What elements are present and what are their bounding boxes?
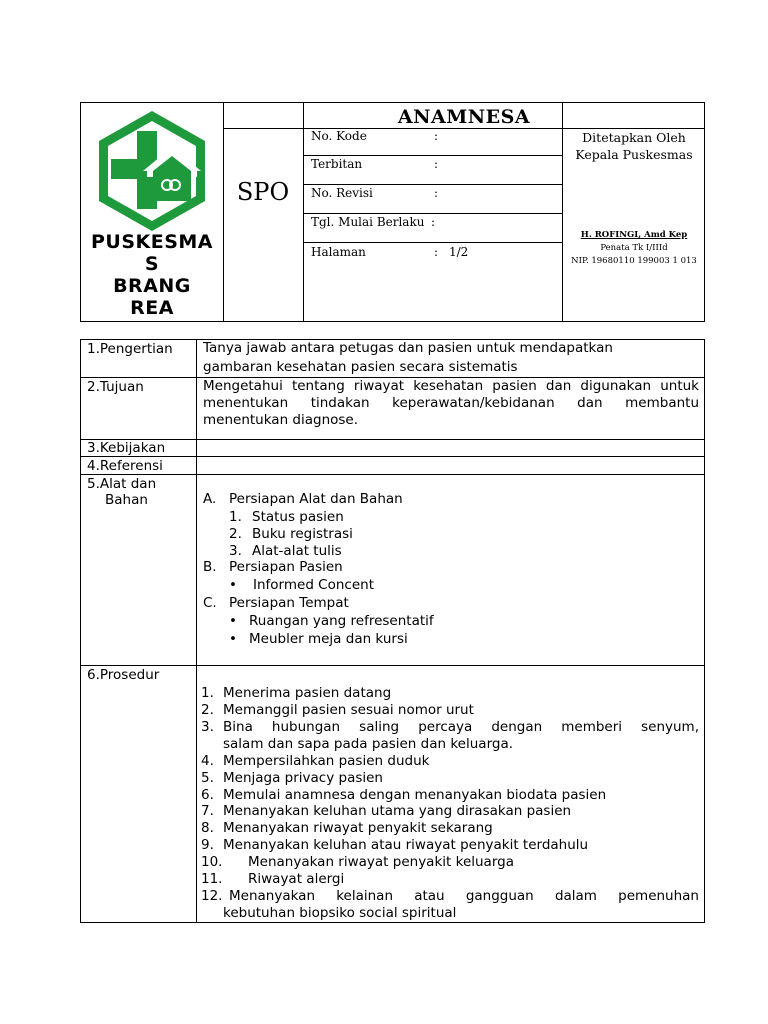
section-label: 2.Tujuan [87, 379, 144, 395]
document-title: ANAMNESA [397, 106, 531, 128]
list-number: 1. [229, 509, 242, 525]
document-header [80, 102, 705, 322]
divider [303, 155, 562, 156]
list-letter: C. [203, 595, 217, 611]
field-label: Terbitan [311, 157, 363, 171]
section-label: 4.Referensi [87, 458, 163, 474]
subsection-title: Persiapan Alat dan Bahan [229, 491, 403, 507]
bullet-icon: • [229, 577, 237, 593]
definition-text: gambaran kesehatan pasien secara sistematis [203, 359, 518, 375]
divider [81, 665, 704, 666]
field-colon: : [434, 186, 439, 200]
signature-block [563, 229, 705, 268]
org-name-line: BRANG [113, 275, 191, 297]
field-label: Halaman [311, 245, 366, 259]
divider [303, 184, 562, 185]
section-label: Bahan [105, 492, 148, 508]
list-number: 5. [201, 770, 214, 786]
divider [223, 103, 224, 321]
field-colon: : [431, 215, 436, 229]
section-label: 6.Prosedur [87, 667, 160, 683]
definition-text: Tanya jawab antara petugas dan pasien untuk mendapatkan [203, 340, 613, 356]
list-number: 2. [229, 526, 242, 542]
list-number: 3. [201, 719, 214, 735]
field-label: Tgl. Mulai Berlaku [311, 215, 425, 229]
divider [303, 213, 562, 214]
divider [81, 456, 704, 457]
section-label: 1.Pengertian [87, 341, 173, 357]
list-letter: B. [203, 559, 217, 575]
procedure-step: Memulai anamnesa dengan menanyakan biodata pasien [223, 787, 607, 803]
procedure-step: Menanyakan kelainan atau gangguan dalam pemenuhan [229, 888, 699, 904]
list-number: 9. [201, 837, 214, 853]
procedure-step: Mempersilahkan pasien duduk [223, 753, 430, 769]
bullet-icon: • [229, 613, 237, 629]
divider [196, 340, 197, 922]
divider [81, 439, 704, 440]
signer-nip: NIP. 19680110 199003 1 013 [571, 256, 697, 266]
signer-rank: Penata Tk I/IIId [600, 243, 668, 253]
list-item: Status pasien [252, 509, 344, 525]
procedure-step: Menanyakan riwayat penyakit keluarga [248, 854, 514, 870]
procedure-step: salam dan sapa pada pasien dan keluarga. [223, 736, 514, 752]
list-item: Buku registrasi [252, 526, 353, 542]
list-number: 8. [201, 820, 214, 836]
list-item: Ruangan yang refresentatif [249, 613, 434, 629]
field-label: No. Revisi [311, 186, 373, 200]
organization-name [81, 231, 223, 319]
list-number: 6. [201, 787, 214, 803]
approval-text [563, 129, 705, 163]
subsection-title: Persiapan Tempat [229, 595, 349, 611]
approval-line: Ditetapkan Oleh [582, 130, 686, 145]
procedure-step: Riwayat alergi [248, 871, 345, 887]
list-number: 7. [201, 803, 214, 819]
field-colon: : [434, 129, 439, 143]
approval-line: Kepala Puskesmas [575, 147, 693, 162]
divider [303, 103, 304, 321]
purpose-text: Mengetahui tentang riwayat kesehatan pasien dan digunakan untuk menentukan tindakan keperawatan/kebidanan dan membantu menentukan diagnose. [203, 378, 699, 428]
procedure-step: Menanyakan keluhan atau riwayat penyakit terdahulu [223, 837, 589, 853]
field-colon: : [434, 245, 439, 259]
divider [81, 474, 704, 475]
field-label: No. Kode [311, 129, 367, 143]
procedure-step: kebutuhan biopsiko social spiritual [223, 905, 457, 921]
procedure-step: Menjaga privacy pasien [223, 770, 383, 786]
list-number: 11. [201, 871, 223, 887]
list-number: 3. [229, 543, 242, 559]
procedure-step: Menanyakan riwayat penyakit sekarang [223, 820, 493, 836]
divider [303, 242, 562, 243]
list-item: Alat-alat tulis [252, 543, 342, 559]
org-name-line: REA [130, 297, 174, 319]
procedure-step: Memanggil pasien sesuai nomor urut [223, 702, 474, 718]
list-number: 1. [201, 685, 214, 701]
list-number: 12. [201, 888, 223, 904]
subsection-title: Persiapan Pasien [229, 559, 343, 575]
list-number: 10. [201, 854, 223, 870]
list-number: 4. [201, 753, 214, 769]
puskesmas-logo-icon [87, 107, 217, 235]
bullet-icon: • [229, 631, 237, 647]
list-item: Meubler meja dan kursi [249, 631, 408, 647]
procedure-step: Menanyakan keluhan utama yang dirasakan pasien [223, 803, 572, 819]
procedure-step: Menerima pasien datang [223, 685, 392, 701]
section-label: 3.Kebijakan [87, 440, 166, 456]
org-name-line: S [144, 253, 160, 275]
procedure-step: Bina hubungan saling percaya dengan memberi senyum, [223, 719, 699, 735]
signer-name: H. ROFINGI, Amd Kep [580, 230, 688, 240]
org-name-line: PUSKESMA [90, 231, 214, 253]
procedure-table [80, 339, 705, 923]
field-value: 1/2 [449, 245, 469, 259]
list-number: 2. [201, 702, 214, 718]
field-colon: : [434, 157, 439, 171]
list-letter: A. [203, 491, 217, 507]
list-item: Informed Concent [253, 577, 374, 593]
section-label: 5.Alat dan [87, 476, 157, 492]
spo-label: SPO [236, 178, 290, 206]
